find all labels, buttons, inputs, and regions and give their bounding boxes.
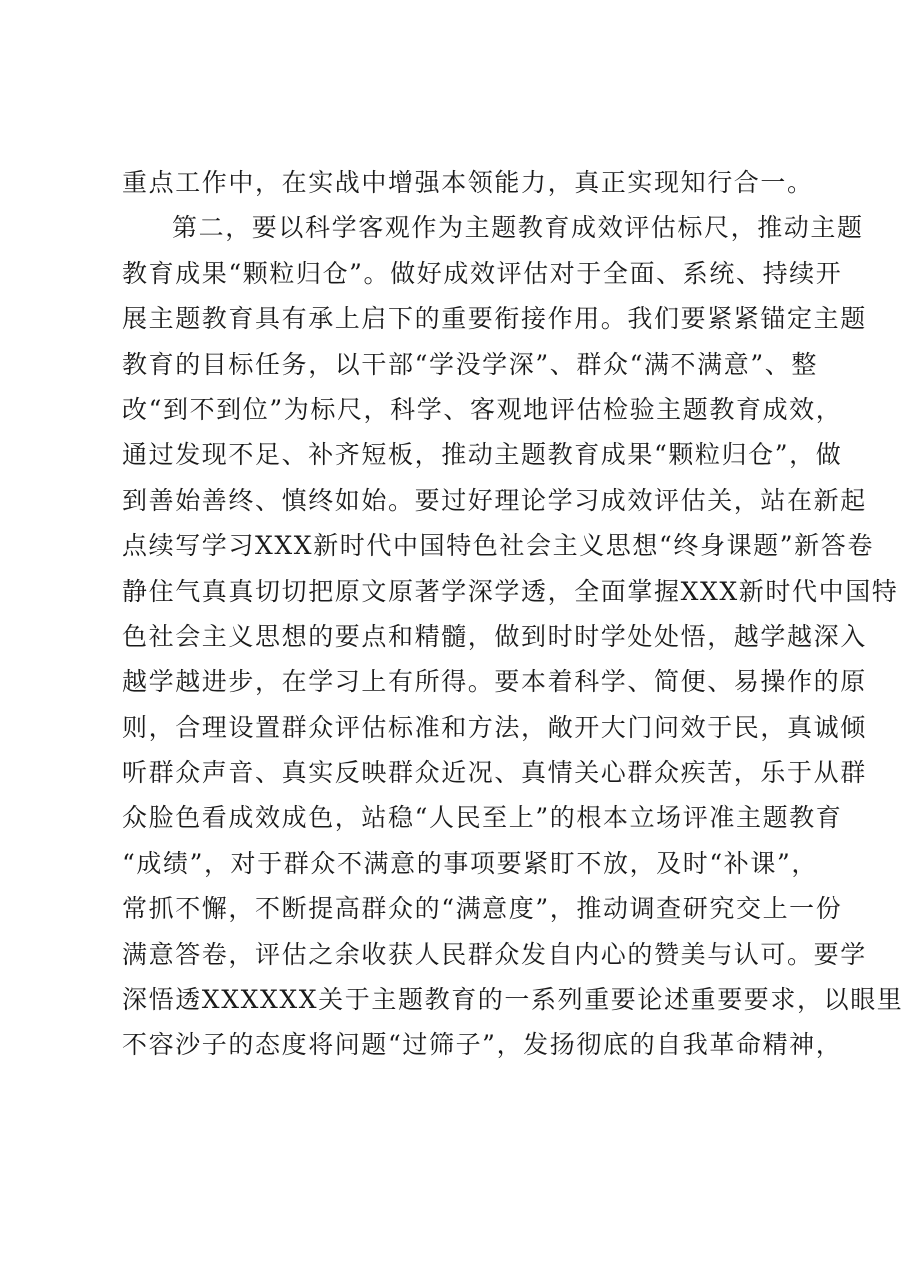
text-line: 听群众声音、真实反映群众近况、真情关心群众疾苦，乐于从群 (122, 758, 867, 788)
text-line: 到善始善终、慎终如始。要过好理论学习成效评估关，站在新起 (122, 485, 867, 515)
text-line: 常抓不懈，不断提高群众的“满意度”，推动调查研究交上一份 (122, 894, 843, 924)
text-line: “成绩”，对于群众不满意的事项要紧盯不放，及时“补课”， (122, 848, 818, 878)
text-line: 点续写学习XXX新时代中国特色社会主义思想“终身课题”新答卷 (122, 531, 874, 561)
text-line: 教育成果“颗粒归仓”。做好成效评估对于全面、系统、持续开 (122, 258, 843, 288)
text-line: 通过发现不足、补齐短板，推动主题教育成果“颗粒归仓”，做 (122, 440, 843, 470)
text-line: 展主题教育具有承上启下的重要衔接作用。我们要紧紧锚定主题 (122, 304, 867, 334)
text-line: 则，合理设置群众评估标准和方法，敞开大门问效于民，真诚倾 (122, 712, 867, 742)
text-line: 改“到不到位”为标尺，科学、客观地评估检验主题教育成效， (122, 394, 843, 424)
text-line: 静住气真真切切把原文原著学深学透，全面掌握XXX新时代中国特 (122, 576, 899, 606)
text-line: 教育的目标任务，以干部“学没学深”、群众“满不满意”、整 (122, 349, 818, 379)
text-line: 色社会主义思想的要点和精髓，做到时时学处处悟，越学越深入 (122, 621, 867, 651)
text-line: 满意答卷，评估之余收获人民群众发自内心的赞美与认可。要学 (122, 939, 867, 969)
text-line: 众脸色看成效成色，站稳“人民至上”的根本立场评准主题教育 (122, 803, 843, 833)
text-line: 深悟透XXXXXX关于主题教育的一系列重要论述重要要求，以眼里 (122, 985, 904, 1015)
text-line: 不容沙子的态度将问题“过筛子”，发扬彻底的自我革命精神， (122, 1030, 843, 1060)
text-line: 越学越进步，在学习上有所得。要本着科学、简便、易操作的原 (122, 667, 867, 697)
paragraph-first-line: 第二，要以科学客观作为主题教育成效评估标尺，推动主题 (172, 213, 864, 243)
text-line: 重点工作中，在实战中增强本领能力，真正实现知行合一。 (122, 168, 814, 197)
document-body (122, 160, 904, 1068)
